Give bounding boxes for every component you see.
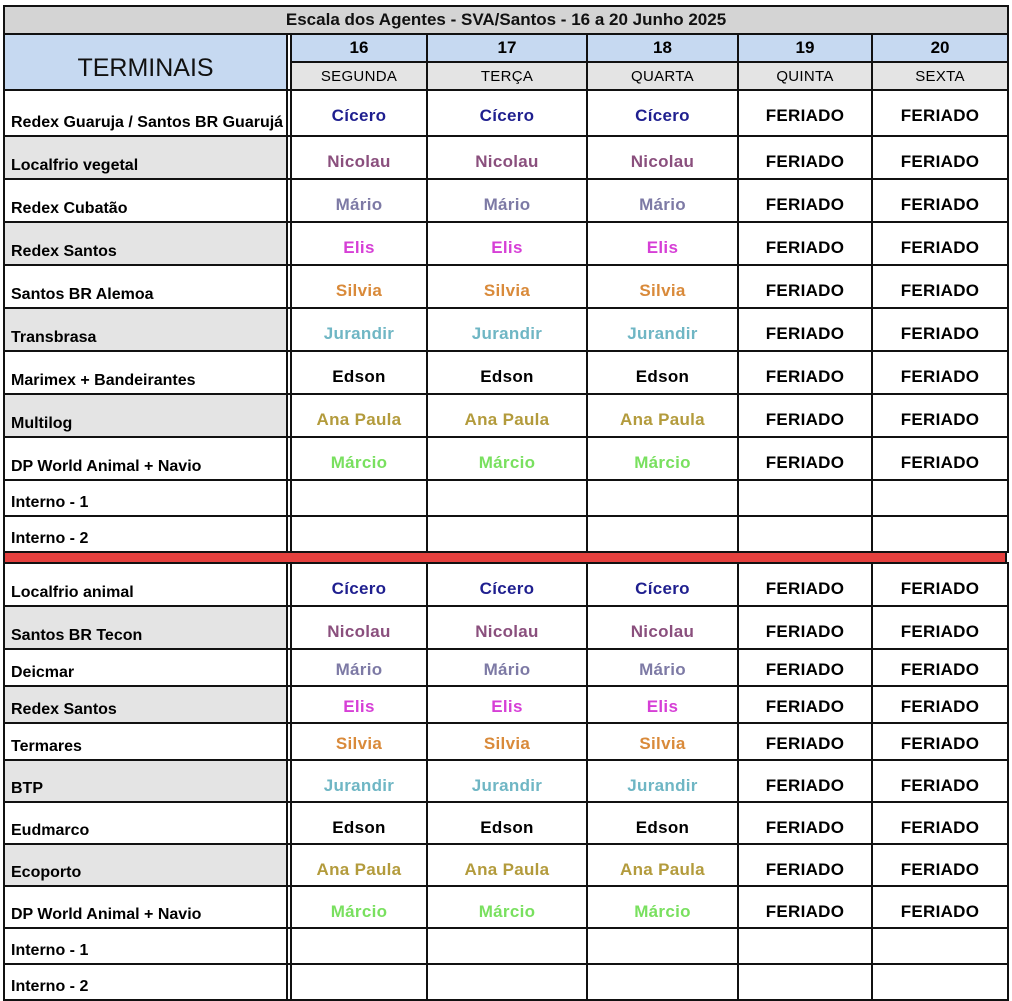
- empty-cell: [738, 480, 872, 516]
- agent-cell: Mário: [291, 179, 427, 222]
- holiday-cell: FERIADO: [738, 686, 872, 723]
- agent-cell: Silvia: [587, 265, 738, 308]
- agent-cell: Ana Paula: [291, 394, 427, 437]
- terminal-name-dp-world-animal-navio: DP World Animal + Navio: [4, 886, 287, 928]
- table-row: [4, 563, 1008, 606]
- holiday-cell: FERIADO: [738, 606, 872, 649]
- empty-cell: [291, 964, 427, 1000]
- holiday-cell: FERIADO: [738, 351, 872, 394]
- terminal-name-eudmarco: Eudmarco: [4, 802, 287, 844]
- agent-cell: Jurandir: [291, 308, 427, 351]
- holiday-cell: FERIADO: [738, 802, 872, 844]
- holiday-cell: FERIADO: [738, 760, 872, 802]
- day-name-quarta: QUARTA: [587, 62, 738, 90]
- table-row: [4, 844, 1008, 886]
- empty-cell: [427, 480, 587, 516]
- table-row: [4, 760, 1008, 802]
- terminal-name-multilog: Multilog: [4, 394, 287, 437]
- table-row: [4, 437, 1008, 480]
- agent-cell: Ana Paula: [291, 844, 427, 886]
- holiday-cell: FERIADO: [872, 90, 1008, 136]
- agent-cell: Nicolau: [587, 606, 738, 649]
- agent-cell: Márcio: [427, 886, 587, 928]
- agent-cell: Márcio: [291, 886, 427, 928]
- empty-cell: [427, 964, 587, 1000]
- empty-cell: [291, 516, 427, 552]
- agent-cell: Edson: [291, 802, 427, 844]
- holiday-cell: FERIADO: [872, 649, 1008, 686]
- empty-cell: [587, 928, 738, 964]
- empty-cell: [872, 516, 1008, 552]
- agent-cell: Cícero: [587, 563, 738, 606]
- agent-cell: Nicolau: [291, 606, 427, 649]
- holiday-cell: FERIADO: [872, 394, 1008, 437]
- table-row: [4, 394, 1008, 437]
- holiday-cell: FERIADO: [738, 723, 872, 760]
- agent-cell: Márcio: [587, 437, 738, 480]
- schedule-sheet: [3, 5, 1007, 1001]
- terminal-name-transbrasa: Transbrasa: [4, 308, 287, 351]
- agent-cell: Nicolau: [587, 136, 738, 179]
- agent-cell: Ana Paula: [427, 394, 587, 437]
- agent-cell: Mário: [587, 649, 738, 686]
- day-number-19: 19: [738, 34, 872, 62]
- table-row: [4, 802, 1008, 844]
- terminal-name-redex-cubatao: Redex Cubatão: [4, 179, 287, 222]
- terminal-name-localfrio-vegetal: Localfrio vegetal: [4, 136, 287, 179]
- agent-cell: Silvia: [427, 265, 587, 308]
- agent-cell: Elis: [291, 222, 427, 265]
- agent-cell: Silvia: [587, 723, 738, 760]
- agent-cell: Márcio: [291, 437, 427, 480]
- agent-cell: Elis: [427, 222, 587, 265]
- terminais-header: TERMINAIS: [4, 34, 287, 90]
- table-row: [4, 179, 1008, 222]
- agent-cell: Edson: [587, 351, 738, 394]
- agent-cell: Jurandir: [291, 760, 427, 802]
- schedule-table-top: [3, 5, 1009, 553]
- agent-cell: Ana Paula: [427, 844, 587, 886]
- day-name-segunda: SEGUNDA: [291, 62, 427, 90]
- terminal-name-marimex-bandeirantes: Marimex + Bandeirantes: [4, 351, 287, 394]
- day-name-sexta: SEXTA: [872, 62, 1008, 90]
- holiday-cell: FERIADO: [872, 179, 1008, 222]
- agent-cell: Nicolau: [291, 136, 427, 179]
- terminal-name-interno-1: Interno - 1: [4, 928, 287, 964]
- holiday-cell: FERIADO: [872, 723, 1008, 760]
- holiday-cell: FERIADO: [738, 90, 872, 136]
- agent-cell: Edson: [291, 351, 427, 394]
- holiday-cell: FERIADO: [738, 265, 872, 308]
- holiday-cell: FERIADO: [738, 437, 872, 480]
- terminal-name-interno-2: Interno - 2: [4, 964, 287, 1000]
- holiday-cell: FERIADO: [872, 844, 1008, 886]
- holiday-cell: FERIADO: [738, 222, 872, 265]
- day-number-20: 20: [872, 34, 1008, 62]
- terminal-name-interno-1: Interno - 1: [4, 480, 287, 516]
- terminal-name-termares: Termares: [4, 723, 287, 760]
- holiday-cell: FERIADO: [738, 649, 872, 686]
- table-row: [4, 90, 1008, 136]
- table-row: [4, 516, 1008, 552]
- holiday-cell: FERIADO: [872, 136, 1008, 179]
- holiday-cell: FERIADO: [738, 394, 872, 437]
- table-row: [4, 964, 1008, 1000]
- day-number-17: 17: [427, 34, 587, 62]
- agent-cell: Elis: [291, 686, 427, 723]
- day-number-16: 16: [291, 34, 427, 62]
- empty-cell: [291, 928, 427, 964]
- table-row: [4, 351, 1008, 394]
- holiday-cell: FERIADO: [738, 308, 872, 351]
- holiday-cell: FERIADO: [872, 760, 1008, 802]
- section-divider: [3, 553, 1007, 562]
- agent-cell: Mário: [587, 179, 738, 222]
- holiday-cell: FERIADO: [872, 351, 1008, 394]
- empty-cell: [587, 964, 738, 1000]
- agent-cell: Nicolau: [427, 136, 587, 179]
- day-name-terca: TERÇA: [427, 62, 587, 90]
- empty-cell: [738, 516, 872, 552]
- terminal-name-santos-br-alemoa: Santos BR Alemoa: [4, 265, 287, 308]
- table-row: [4, 606, 1008, 649]
- holiday-cell: FERIADO: [872, 606, 1008, 649]
- agent-cell: Edson: [587, 802, 738, 844]
- holiday-cell: FERIADO: [872, 222, 1008, 265]
- agent-cell: Edson: [427, 802, 587, 844]
- empty-cell: [427, 928, 587, 964]
- terminal-name-redex-santos: Redex Santos: [4, 222, 287, 265]
- schedule-table-bottom: [3, 562, 1009, 1001]
- empty-cell: [427, 516, 587, 552]
- holiday-cell: FERIADO: [872, 886, 1008, 928]
- holiday-cell: FERIADO: [872, 265, 1008, 308]
- table-row: [4, 886, 1008, 928]
- terminal-name-deicmar: Deicmar: [4, 649, 287, 686]
- agent-cell: Edson: [427, 351, 587, 394]
- holiday-cell: FERIADO: [738, 563, 872, 606]
- table-row: [4, 928, 1008, 964]
- agent-cell: Jurandir: [587, 308, 738, 351]
- table-row: [4, 686, 1008, 723]
- holiday-cell: FERIADO: [738, 179, 872, 222]
- table-row: [4, 649, 1008, 686]
- agent-cell: Cícero: [587, 90, 738, 136]
- empty-cell: [587, 516, 738, 552]
- agent-cell: Márcio: [587, 886, 738, 928]
- holiday-cell: FERIADO: [872, 686, 1008, 723]
- agent-cell: Mário: [427, 649, 587, 686]
- table-row: [4, 265, 1008, 308]
- agent-cell: Mário: [291, 649, 427, 686]
- agent-cell: Elis: [587, 222, 738, 265]
- schedule-title: Escala dos Agentes - SVA/Santos - 16 a 20 Junho 2025: [4, 6, 1008, 34]
- terminal-name-ecoporto: Ecoporto: [4, 844, 287, 886]
- agent-cell: Silvia: [291, 723, 427, 760]
- agent-cell: Márcio: [427, 437, 587, 480]
- holiday-cell: FERIADO: [872, 437, 1008, 480]
- table-row: [4, 136, 1008, 179]
- empty-cell: [587, 480, 738, 516]
- table-row: [4, 308, 1008, 351]
- agent-cell: Jurandir: [427, 308, 587, 351]
- empty-cell: [872, 964, 1008, 1000]
- holiday-cell: FERIADO: [872, 563, 1008, 606]
- terminal-name-dp-world-animal-navio: DP World Animal + Navio: [4, 437, 287, 480]
- agent-cell: Ana Paula: [587, 394, 738, 437]
- agent-cell: Silvia: [291, 265, 427, 308]
- agent-cell: Ana Paula: [587, 844, 738, 886]
- empty-cell: [872, 480, 1008, 516]
- day-number-18: 18: [587, 34, 738, 62]
- holiday-cell: FERIADO: [738, 886, 872, 928]
- table-row: [4, 480, 1008, 516]
- terminal-name-santos-br-tecon: Santos BR Tecon: [4, 606, 287, 649]
- holiday-cell: FERIADO: [738, 844, 872, 886]
- day-name-quinta: QUINTA: [738, 62, 872, 90]
- holiday-cell: FERIADO: [872, 308, 1008, 351]
- terminal-name-btp: BTP: [4, 760, 287, 802]
- agent-cell: Elis: [587, 686, 738, 723]
- holiday-cell: FERIADO: [738, 136, 872, 179]
- agent-cell: Cícero: [427, 563, 587, 606]
- holiday-cell: FERIADO: [872, 802, 1008, 844]
- agent-cell: Elis: [427, 686, 587, 723]
- agent-cell: Jurandir: [427, 760, 587, 802]
- terminal-name-localfrio-animal: Localfrio animal: [4, 563, 287, 606]
- agent-cell: Jurandir: [587, 760, 738, 802]
- empty-cell: [872, 928, 1008, 964]
- empty-cell: [291, 480, 427, 516]
- empty-cell: [738, 928, 872, 964]
- table-row: [4, 723, 1008, 760]
- empty-cell: [738, 964, 872, 1000]
- terminal-name-redex-santos: Redex Santos: [4, 686, 287, 723]
- terminal-name-redex-guaruja-santos-br-guaruja: Redex Guaruja / Santos BR Guarujá: [4, 90, 287, 136]
- agent-cell: Mário: [427, 179, 587, 222]
- agent-cell: Cícero: [291, 90, 427, 136]
- agent-cell: Cícero: [291, 563, 427, 606]
- agent-cell: Nicolau: [427, 606, 587, 649]
- agent-cell: Silvia: [427, 723, 587, 760]
- table-row: [4, 222, 1008, 265]
- terminal-name-interno-2: Interno - 2: [4, 516, 287, 552]
- agent-cell: Cícero: [427, 90, 587, 136]
